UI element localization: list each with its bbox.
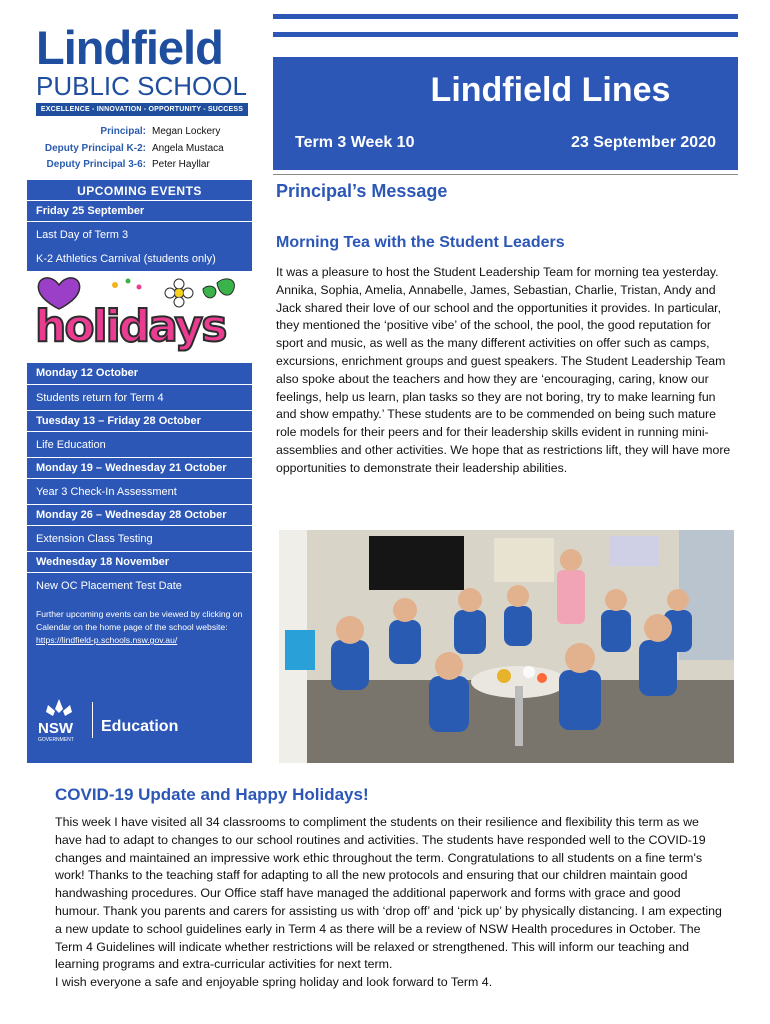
principal-message-heading: Principal’s Message <box>276 181 448 201</box>
school-website-link[interactable]: https://lindfield-p.schools.nsw.gov.au/ <box>36 635 178 645</box>
school-logo <box>36 21 248 116</box>
holidays-word: holidays <box>35 301 226 352</box>
morning-tea-heading: Morning Tea with the Student Leaders <box>276 234 565 251</box>
term-week: Term 3 Week 10 <box>295 134 415 151</box>
staff-name: Peter Hayllar <box>152 159 210 170</box>
covid-update-paragraph: This week I have visited all 34 classrooms to compliment the students on their resilience and flexibility this term as we have had to adapt to changes to our school routines and activities. The students have responded well to the COVID-19 changes and maintained an impressive work ethic throughout the term. Congratulations to all students on a fine term's work! Thanks to the teaching staff for adapting to all the new protocols and ensuring that our children maintain good handwashing procedures. Our Office staff have managed the additional paperwork and forms with grace and good humour. Thank you parents and carers for assisting us with ‘drop off’ and ‘pick up’ by physically distancing. I am expecting a new update to school guidelines early in Term 4 as there will be a review of NSW Health procedures in October. The Term 4 Guidelines will indicate whether restrictions will be relaxed or strengthened. This will inform our teaching and learning programs and extra-curricular activities for next term. <box>55 815 722 972</box>
event-date: Monday 19 – Wednesday 21 October <box>27 457 252 478</box>
nsw-gov-label: GOVERNMENT <box>38 737 74 743</box>
event-item: Year 3 Check-In Assessment <box>27 478 252 504</box>
classroom-photo-icon <box>279 530 734 763</box>
event-date: Friday 25 September <box>27 200 252 221</box>
event-item: Students return for Term 4 <box>27 384 252 410</box>
issue-date: 23 September 2020 <box>571 134 716 151</box>
staff-list <box>28 124 224 174</box>
event-item: K-2 Athletics Carnival (students only) <box>27 247 252 271</box>
newsletter-title: Lindfield Lines <box>430 71 671 109</box>
staff-role: Deputy Principal K-2: <box>44 142 146 154</box>
calendar-note <box>27 598 252 647</box>
staff-row <box>28 157 224 174</box>
event-item: New OC Placement Test Date <box>27 572 252 598</box>
holidays-image <box>27 271 252 363</box>
event-item: Life Education <box>27 431 252 457</box>
event-item: Last Day of Term 3 <box>27 221 252 247</box>
nsw-label: NSW <box>38 720 73 737</box>
event-date: Monday 26 – Wednesday 28 October <box>27 504 252 525</box>
header-stripes <box>273 14 738 50</box>
logo-motto: EXCELLENCE - INNOVATION - OPPORTUNITY - SUCCESS <box>36 103 248 116</box>
student-leaders-photo <box>279 530 734 763</box>
education-label: Education <box>92 702 178 738</box>
nsw-education-logo <box>36 697 178 743</box>
staff-row <box>28 124 224 141</box>
newsletter-header <box>273 57 738 170</box>
logo-subtitle: PUBLIC SCHOOL <box>36 71 247 101</box>
nsw-waratah-icon <box>36 697 82 743</box>
calendar-note-text: Further upcoming events can be viewed by clicking on Calendar on the home page of the school website: <box>36 609 243 632</box>
covid-update-heading: COVID-19 Update and Happy Holidays! <box>55 785 369 804</box>
upcoming-events-sidebar <box>27 180 252 763</box>
covid-update-body <box>55 814 725 992</box>
staff-name: Megan Lockery <box>152 126 221 137</box>
divider <box>273 174 738 175</box>
sidebar-title: UPCOMING EVENTS <box>77 184 202 198</box>
staff-name: Angela Mustaca <box>152 142 224 154</box>
staff-row <box>28 141 224 158</box>
event-date: Wednesday 18 November <box>27 551 252 572</box>
event-date: Monday 12 October <box>27 363 252 384</box>
event-date: Tuesday 13 – Friday 28 October <box>27 410 252 431</box>
event-item: Extension Class Testing <box>27 525 252 551</box>
staff-role: Deputy Principal 3-6: <box>46 159 146 170</box>
staff-role: Principal: <box>100 126 146 137</box>
logo-name: Lindfield <box>36 21 223 74</box>
covid-closing-line: I wish everyone a safe and enjoyable spring holiday and look forward to Term 4. <box>55 975 493 990</box>
morning-tea-paragraph: It was a pleasure to host the Student Leadership Team for morning tea yesterday. Annika, Sophia, Amelia, Annabelle, James, Sebastian, Charlie, Tristan, Andy and Jack shared their love of our school and the opportunities it provides. In particular, they mentioned the ‘positive vibe’ of the school, the pool, the good reputation for sport and music, as well as the many different activities on offer such as camps, excursions, enrichment groups and guest speakers. The Student Leadership Team also spoke about the teachers and how they are ‘encouraging, caring, know our feelings, help us learn, plan tasks so they are not boring, try to make learning fun and show empathy.’ These students are to be commended on being such mature role models for their peers and for their leadership skills evident in running mini-assemblies and other activities. We hope that as restrictions lift, they will have more opportunities to demonstrate their leadership abilities. <box>276 265 731 475</box>
